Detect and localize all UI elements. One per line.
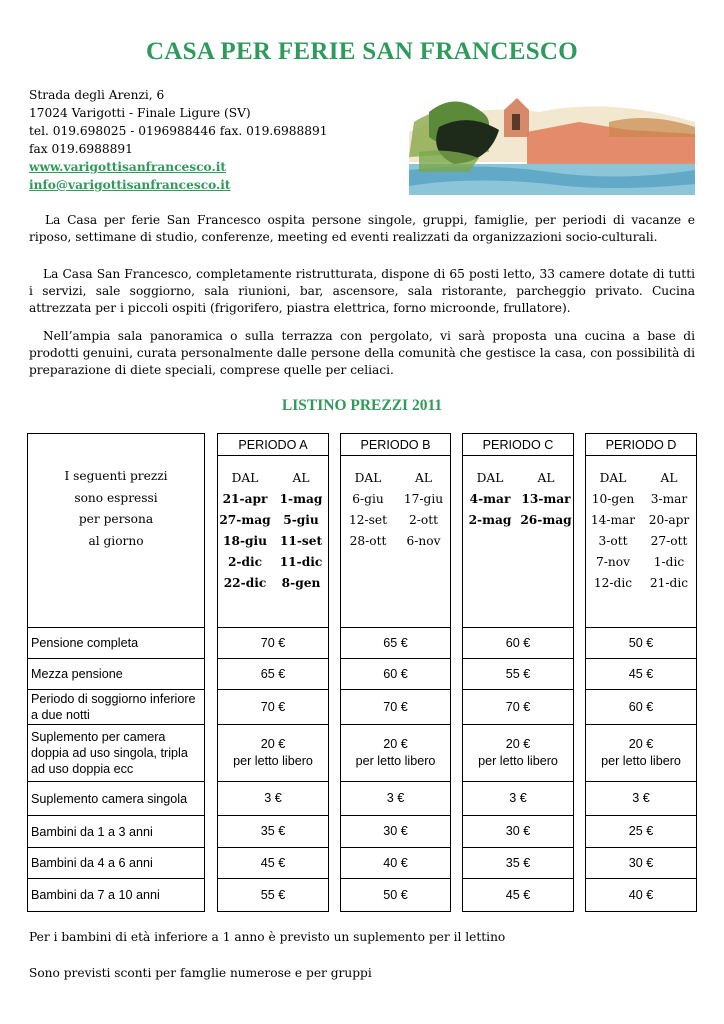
price-value: 40 € (628, 887, 654, 902)
price-note: per letto libero (233, 754, 313, 768)
dal-dates-column (585, 468, 641, 594)
price-cell (462, 848, 574, 878)
price-value: 20 € (628, 737, 654, 751)
row-label: Pensione completa (31, 636, 139, 650)
period-d-header: PERIODO D (605, 437, 677, 452)
date-dal: 18-giu (222, 534, 268, 548)
price-value: 65 € (383, 635, 408, 650)
address-phone: tel. 019.698025 - 0196988446 fax. 019.6988891 (29, 124, 328, 138)
price-cell (585, 690, 697, 724)
price-cell (585, 848, 697, 878)
al-dates-column (396, 468, 451, 552)
price-cell (585, 816, 697, 847)
period-c-header: PERIODO C (482, 437, 554, 452)
price-cell (462, 659, 574, 689)
price-value: 45 € (505, 887, 531, 902)
price-cell (340, 690, 451, 724)
date-dal: 6-giu (352, 492, 384, 506)
al-header: AL (537, 471, 555, 485)
price-value: 60 € (628, 699, 654, 714)
row-label: Mezza pensione (31, 667, 123, 681)
price-cell (585, 879, 697, 911)
price-cell (340, 848, 451, 878)
price-value: 70 € (260, 635, 286, 650)
period-b-header: PERIODO B (360, 437, 431, 452)
date-dal: 22-dic (223, 576, 267, 590)
al-header: AL (660, 471, 678, 485)
website-link[interactable]: www.varigottisanfrancesco.it (29, 160, 226, 174)
price-cell (462, 879, 574, 911)
price-value: 3 € (509, 791, 527, 805)
date-dal: 7-nov (596, 555, 630, 569)
price-cell (340, 879, 451, 911)
price-cell (340, 628, 451, 658)
infant-note: Per i bambini di età inferiore a 1 anno è previsto un suplemento per il lettino (29, 930, 506, 944)
row-label: Bambini da 1 a 3 anni (31, 824, 153, 839)
price-cell (462, 628, 574, 658)
price-value: 55 € (505, 666, 531, 681)
row-label: Bambini da 7 a 10 anni (31, 888, 160, 902)
date-dal: 21-apr (222, 492, 268, 506)
row-label: Periodo di soggiorno inferiore a due notti (31, 692, 196, 722)
price-value: 20 € (505, 737, 531, 751)
price-cell (462, 690, 574, 724)
price-cell (340, 816, 451, 847)
date-al: 26-mag (520, 513, 572, 527)
price-intro-line: sono espressi (74, 490, 158, 505)
al-header: AL (292, 471, 310, 485)
price-value: 3 € (632, 791, 650, 805)
dal-header: DAL (599, 471, 627, 485)
price-value: 70 € (383, 699, 408, 714)
price-cell (585, 659, 697, 689)
intro-paragraph: La Casa per ferie San Francesco ospita persone singole, gruppi, famiglie, per periodi di vacanze e riposo, settimane di studio, conferenze, meeting ed eventi realizzati da organizzazioni socio-culturali. (29, 213, 695, 244)
price-value: 25 € (628, 824, 654, 838)
address-city: 17024 Varigotti - Finale Ligure (SV) (29, 106, 251, 120)
price-value: 30 € (628, 855, 654, 870)
period-a-header: PERIODO A (238, 437, 308, 452)
price-value: 20 € (260, 737, 286, 751)
price-value: 55 € (260, 887, 286, 902)
price-cell (340, 659, 451, 689)
price-value: 40 € (383, 855, 408, 870)
price-value: 20 € (383, 737, 408, 751)
price-value: 30 € (505, 824, 531, 838)
address-block (29, 86, 328, 194)
price-value: 35 € (260, 824, 286, 838)
price-cell (217, 659, 329, 689)
price-cell (340, 782, 451, 815)
cuisine-paragraph: Nell’ampia sala panoramica o sulla terrazza con pergolato, vi sarà proposta una cucina a base di prodotti genuini, curata personalmente dalle persone della comunità che gestisce la casa, con possibilità di preparazione di diete speciali, comprese quelle per celiaci. (29, 329, 695, 377)
price-intro-line: per persona (78, 512, 154, 526)
price-intro-line: I seguenti prezzi (64, 469, 168, 483)
price-value: 70 € (505, 699, 531, 714)
price-intro-line: al giorno (88, 533, 144, 548)
date-al: 13-mar (521, 492, 571, 506)
price-cell (217, 628, 329, 658)
price-cell (585, 782, 697, 815)
date-al: 11-dic (279, 555, 323, 569)
price-note: per letto libero (478, 754, 558, 768)
date-al: 1-mag (279, 492, 323, 506)
date-dal: 12-dic (593, 576, 633, 590)
price-cell (217, 690, 329, 724)
date-al: 21-dic (649, 576, 689, 590)
date-al: 27-ott (650, 534, 688, 548)
dal-header: DAL (231, 471, 259, 485)
date-al: 1-dic (653, 555, 685, 569)
date-al: 2-ott (408, 513, 438, 527)
al-dates-column (273, 468, 329, 594)
price-cell (340, 725, 451, 781)
price-cell (217, 879, 329, 911)
price-value: 60 € (383, 666, 408, 681)
row-label: Suplemento per camera doppia ad uso singola, tripla ad uso doppia ecc (31, 730, 188, 776)
price-cell (585, 628, 697, 658)
date-dal: 12-set (349, 513, 387, 527)
date-al: 6-nov (406, 534, 441, 548)
price-cell (462, 782, 574, 815)
date-dal: 2-mag (468, 513, 512, 527)
price-value: 65 € (260, 666, 286, 681)
price-cell (462, 816, 574, 847)
date-al: 11-set (279, 534, 323, 548)
date-dal: 4-mar (469, 492, 511, 506)
date-dal: 3-ott (598, 534, 628, 548)
date-al: 17-giu (403, 492, 444, 506)
dal-dates-column (340, 468, 396, 552)
address-street: Strada degli Arenzi, 6 (29, 88, 165, 102)
row-label: Suplemento camera singola (31, 791, 188, 806)
price-intro (28, 466, 204, 552)
dal-header: DAL (476, 471, 504, 485)
facilities-paragraph: La Casa San Francesco, completamente ristrutturata, dispone di 65 posti letto, 33 camere dotate di tutti i servizi, sale soggiorno, sala riunioni, bar, ascensore, sala ristorante, parcheggio privato. Cucina attrezzata per i piccoli ospiti (frigorifero, piastra elettrica, forno microonde, frullatore). (29, 267, 695, 315)
date-dal: 14-mar (590, 513, 636, 527)
price-note: per letto libero (355, 754, 436, 768)
price-value: 3 € (264, 791, 282, 805)
al-header: AL (415, 471, 432, 485)
price-cell (585, 725, 697, 781)
al-dates-column (641, 468, 697, 594)
price-value: 45 € (260, 855, 286, 870)
date-al: 8-gen (281, 576, 321, 590)
address-fax: fax 019.6988891 (29, 142, 133, 156)
price-value: 60 € (505, 635, 531, 650)
price-cell (217, 848, 329, 878)
price-value: 45 € (628, 666, 654, 681)
row-label: Bambini da 4 a 6 anni (31, 856, 153, 870)
dal-header: DAL (354, 471, 382, 485)
date-dal: 2-dic (227, 555, 263, 569)
discount-note: Sono previsti sconti per famglie numerose e per gruppi (29, 966, 372, 980)
dal-dates-column (462, 468, 518, 531)
price-value: 3 € (386, 791, 405, 805)
date-al: 20-apr (648, 513, 690, 527)
date-dal: 28-ott (349, 534, 387, 548)
date-al: 5-giu (283, 513, 319, 527)
price-value: 35 € (505, 855, 531, 870)
price-list-title: LISTINO PREZZI 2011 (281, 397, 443, 414)
house-painting-image (409, 92, 695, 195)
price-value: 50 € (383, 887, 408, 902)
price-note: per letto libero (601, 754, 681, 768)
price-value: 70 € (260, 699, 286, 714)
dal-dates-column (217, 468, 273, 594)
al-dates-column (518, 468, 574, 531)
price-cell (462, 725, 574, 781)
price-cell (217, 782, 329, 815)
email-link[interactable]: info@varigottisanfrancesco.it (29, 178, 231, 192)
price-cell (217, 816, 329, 847)
page-title: CASA PER FERIE SAN FRANCESCO (145, 38, 579, 65)
date-dal: 27-mag (219, 513, 271, 527)
price-cell (217, 725, 329, 781)
price-value: 50 € (628, 635, 654, 650)
date-dal: 10-gen (591, 492, 635, 506)
price-value: 30 € (383, 824, 408, 838)
date-al: 3-mar (650, 492, 688, 506)
